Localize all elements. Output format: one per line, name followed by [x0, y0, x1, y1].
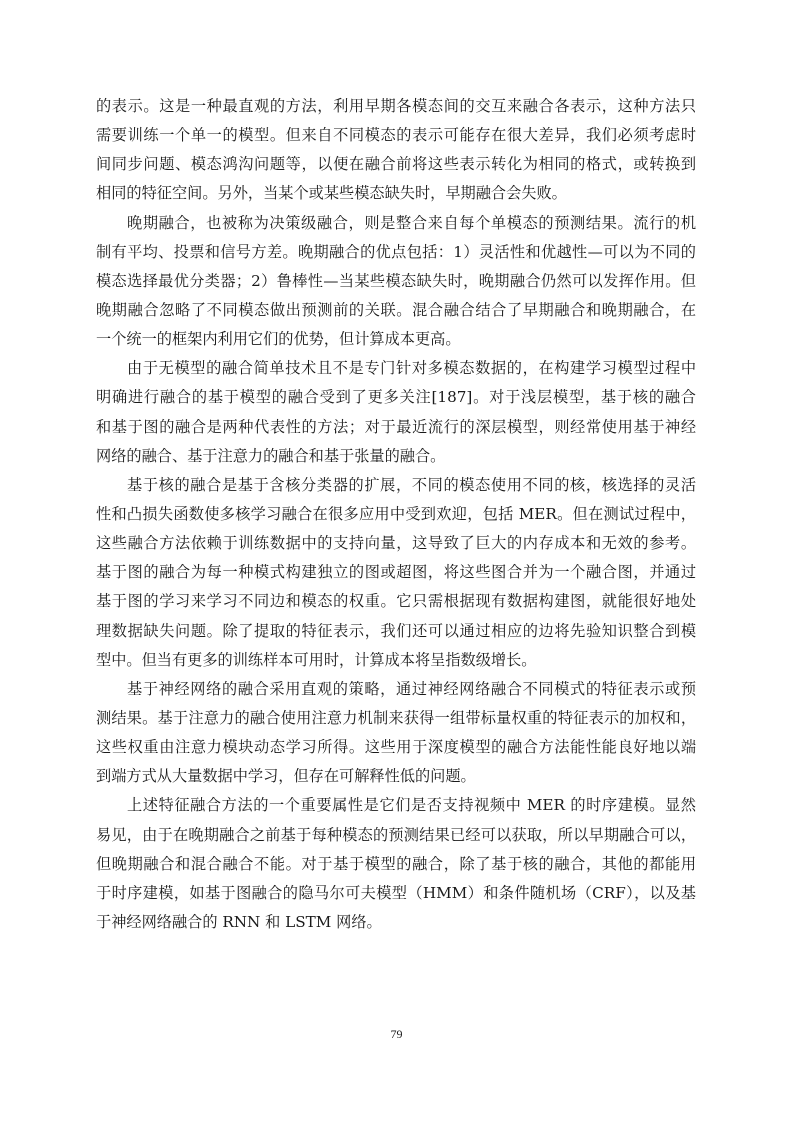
body-text — [96, 92, 696, 937]
text-line: 网络的融合、基于注意力的融合和基于张量的融合。 — [96, 446, 446, 465]
text-line: 基于图的融合为每一种模式构建独立的图或超图，将这些图合并为一个融合图，并通过 — [96, 563, 696, 582]
paragraph — [96, 92, 696, 209]
text-line: 但晚期融合和混合融合不能。对于基于模型的融合，除了基于核的融合，其他的都能用 — [96, 854, 696, 873]
paragraph — [96, 675, 696, 792]
text-line: 间同步问题、模态鸿沟问题等，以便在融合前将这些表示转化为相同的格式，或转换到 — [96, 155, 696, 174]
text-line: 晚期融合忽略了不同模态做出预测前的关联。混合融合结合了早期融合和晚期融合，在 — [96, 300, 696, 319]
paragraph — [96, 354, 696, 471]
text-line: 由于无模型的融合简单技术且不是专门针对多模态数据的，在构建学习模型过程中 — [127, 359, 696, 378]
text-line: 模态选择最优分类器；2）鲁棒性—当某些模态缺失时，晚期融合仍然可以发挥作用。但 — [96, 271, 696, 290]
text-line: 于神经网络融合的 RNN 和 LSTM 网络。 — [96, 912, 382, 931]
text-line: 测结果。基于注意力的融合使用注意力机制来获得一组带标量权重的特征表示的加权和， — [96, 708, 696, 727]
paragraph — [96, 209, 696, 355]
text-line: 基于核的融合是基于含核分类器的扩展，不同的模态使用不同的核，核选择的灵活 — [127, 475, 696, 494]
text-line: 的表示。这是一种最直观的方法，利用早期各模态间的交互来融合各表示，这种方法只 — [96, 97, 696, 115]
text-line: 于时序建模，如基于图融合的隐马尔可夫模型（HMM）和条件随机场（CRF），以及基 — [96, 883, 696, 902]
text-line: 基于图的学习来学习不同边和模态的权重。它只需根据现有数据构建图，就能很好地处 — [96, 592, 696, 611]
text-line: 易见，由于在晚期融合之前基于每种模态的预测结果已经可以获取，所以早期融合可以， — [96, 825, 696, 844]
paragraph — [96, 471, 696, 675]
text-line: 相同的特征空间。另外，当某个或某些模态缺失时，早期融合会失败。 — [96, 184, 567, 203]
text-line: 一个统一的框架内利用它们的优势，但计算成本更高。 — [96, 330, 461, 349]
text-line: 性和凸损失函数使多核学习融合在很多应用中受到欢迎，包括 MER。但在测试过程中， — [96, 504, 696, 523]
text-line: 这些融合方法依赖于训练数据中的支持向量，这导致了巨大的内存成本和无效的参考。 — [96, 534, 696, 553]
text-line: 晚期融合，也被称为决策级融合，则是整合来自每个单模态的预测结果。流行的机 — [127, 213, 696, 232]
text-line: 这些权重由注意力模块动态学习所得。这些用于深度模型的融合方法能性能良好地以端 — [96, 738, 696, 757]
paragraph — [96, 791, 696, 937]
page-number: 79 — [390, 1027, 403, 1041]
text-line: 基于神经网络的融合采用直观的策略，通过神经网络融合不同模式的特征表示或预 — [127, 679, 696, 698]
text-line: 制有平均、投票和信号方差。晚期融合的优点包括：1）灵活性和优越性—可以为不同的 — [96, 242, 696, 261]
text-line: 和基于图的融合是两种代表性的方法；对于最近流行的深层模型，则经常使用基于神经 — [96, 417, 696, 436]
text-line: 型中。但当有更多的训练样本可用时，计算成本将呈指数级增长。 — [96, 650, 537, 669]
text-line: 明确进行融合的基于模型的融合受到了更多关注[187]。对于浅层模型，基于核的融合 — [96, 388, 696, 407]
text-line: 上述特征融合方法的一个重要属性是它们是否支持视频中 MER 的时序建模。显然 — [127, 796, 696, 815]
text-line: 需要训练一个单一的模型。但来自不同模态的表示可能存在很大差异，我们必须考虑时 — [96, 126, 696, 145]
text-line: 理数据缺失问题。除了提取的特征表示，我们还可以通过相应的边将先验知识整合到模 — [96, 621, 696, 640]
text-line: 到端方式从大量数据中学习，但存在可解释性低的问题。 — [96, 767, 476, 786]
